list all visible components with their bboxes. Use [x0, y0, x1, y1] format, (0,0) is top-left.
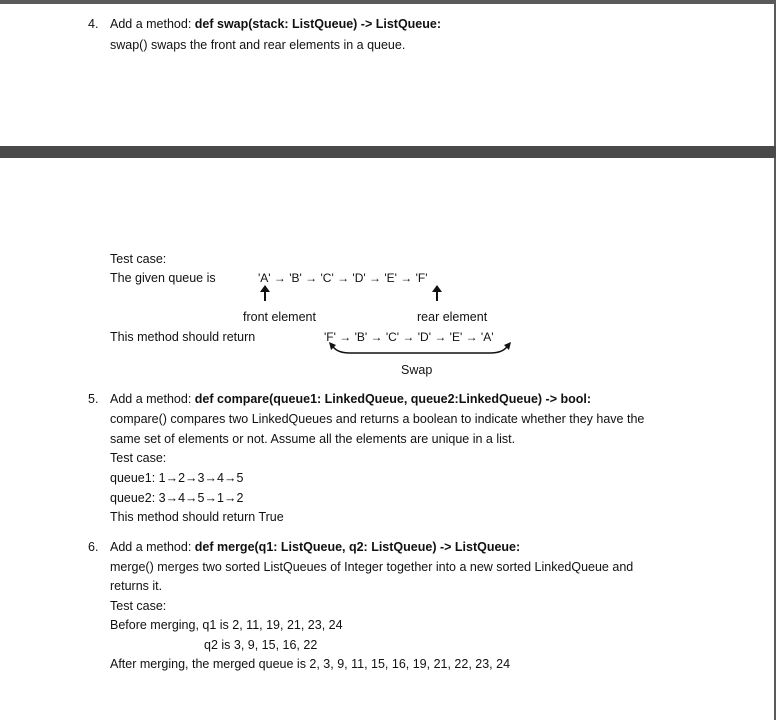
q4-intro: Add a method:	[110, 17, 195, 31]
q5-queue2: queue2: 3→4→5→1→2	[110, 491, 244, 505]
q4-swap-label: Swap	[401, 363, 433, 377]
q5-signature: def compare(queue1: LinkedQueue, queue2:LinkedQueue) -> bool:	[194, 392, 592, 406]
q4-given-label: The given queue is	[110, 271, 216, 285]
q6-before-q1: Before merging, q1 is 2, 11, 19, 21, 23, 24	[110, 618, 343, 632]
q5-number: 5.	[88, 392, 99, 406]
q5-desc-line2: same set of elements or not. Assume all the elements are unique in a list.	[110, 432, 516, 446]
q4-description: swap() swaps the front and rear elements in a queue.	[110, 38, 406, 52]
q4-result-queue: 'F' → 'B' → 'C' → 'D' → 'E' → 'A'	[324, 330, 494, 344]
swap-bracket-icon	[320, 340, 520, 360]
q4-rear-label: rear element	[417, 310, 488, 324]
q4-test-case-label: Test case:	[110, 252, 167, 266]
q6-test-case-label: Test case:	[110, 599, 167, 613]
q6-before-q2: q2 is 3, 9, 15, 16, 22	[204, 638, 318, 652]
q6-heading	[110, 539, 520, 555]
q5-intro: Add a method:	[110, 392, 195, 406]
q6-intro: Add a method:	[110, 540, 195, 554]
q4-front-label: front element	[243, 310, 316, 324]
q4-heading	[110, 16, 441, 32]
q4-number: 4.	[88, 17, 99, 31]
q5-result: This method should return True	[110, 510, 284, 524]
q6-signature: def merge(q1: ListQueue, q2: ListQueue) -> ListQueue:	[194, 540, 521, 554]
rear-arrow-icon	[436, 291, 438, 301]
q6-desc-line2: returns it.	[110, 579, 163, 593]
q5-desc-line1: compare() compares two LinkedQueues and returns a boolean to indicate whether they have the	[110, 412, 645, 426]
q4-signature: def swap(stack: ListQueue) -> ListQueue:	[194, 17, 442, 31]
q6-number: 6.	[88, 540, 99, 554]
q6-desc-line1: merge() merges two sorted ListQueues of Integer together into a new sorted LinkedQueue and	[110, 560, 634, 574]
q6-after: After merging, the merged queue is 2, 3, 9, 11, 15, 16, 19, 21, 22, 23, 24	[110, 657, 511, 671]
q4-given-queue: 'A' → 'B' → 'C' → 'D' → 'E' → 'F'	[258, 271, 428, 285]
front-arrow-icon	[264, 291, 266, 301]
page-separator	[0, 146, 776, 158]
q4-return-label: This method should return	[110, 330, 256, 344]
q5-queue1: queue1: 1→2→3→4→5	[110, 471, 244, 485]
q5-heading	[110, 391, 591, 407]
q5-test-case-label: Test case:	[110, 451, 167, 465]
